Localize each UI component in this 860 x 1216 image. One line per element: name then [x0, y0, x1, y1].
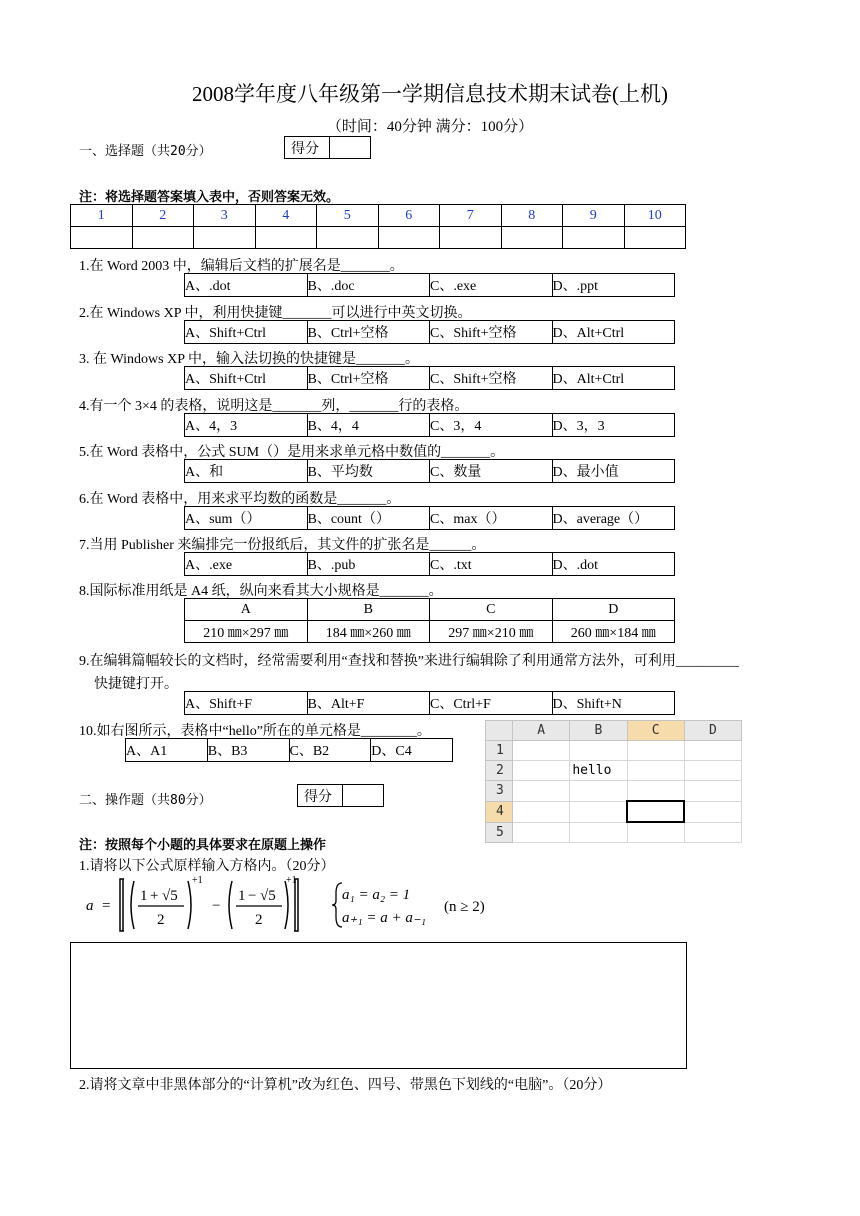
cell [627, 822, 684, 843]
formula-figure [84, 873, 494, 937]
answer-cell[interactable] [440, 227, 502, 249]
question-9: 9.在编辑篇幅较长的文档时，经常需要利用“查找和替换”来进行编辑除了利用通常方法外，可利用_________ [79, 654, 739, 669]
option[interactable]: C、数量 [430, 460, 553, 483]
active-cell [627, 801, 684, 822]
answer-cell[interactable] [563, 227, 625, 249]
answer-cell[interactable] [194, 227, 256, 249]
section1-note: 注：将选择题答案填入表中，否则答案无效。 [79, 190, 340, 205]
question-1-options [184, 273, 675, 297]
option[interactable]: A、A1 [126, 739, 208, 762]
formula-num-2: 1 [238, 888, 246, 904]
column-header: A [513, 721, 570, 741]
option[interactable]: B、4，4 [307, 414, 430, 437]
row-header: 4 [486, 801, 513, 822]
section2-score-box [297, 784, 384, 807]
formula-exp-2: +1 [286, 875, 297, 886]
column-header: C [627, 721, 684, 741]
row-header: 3 [486, 781, 513, 802]
question-8: 8.国际标准用纸是 A4 纸，纵向来看其大小规格是_______。 [79, 584, 443, 599]
task-2: 2.请将文章中非黑体部分的“计算机”改为红色、四号、带黑色下划线的“电脑”。（20分） [79, 1078, 612, 1093]
option[interactable]: D、3，3 [552, 414, 675, 437]
option[interactable]: D、最小值 [552, 460, 675, 483]
option[interactable]: B、Ctrl+空格 [307, 321, 430, 344]
option[interactable]: C、Ctrl+F [430, 692, 553, 715]
formula-cond-range: (n ≥ 2) [444, 899, 485, 915]
cell [627, 761, 684, 781]
question-7: 7.当用 Publisher 来编排完一份报纸后，其文件的扩张名是______。 [79, 538, 486, 553]
cell [684, 761, 741, 781]
answer-cell[interactable] [132, 227, 194, 249]
option[interactable]: A、和 [185, 460, 308, 483]
cell [684, 801, 741, 822]
option[interactable]: B、平均数 [307, 460, 430, 483]
answer-number: 5 [317, 205, 379, 227]
answer-cell[interactable] [317, 227, 379, 249]
answer-table [70, 204, 686, 249]
option-header: A [185, 599, 308, 621]
option[interactable]: A、Shift+Ctrl [185, 321, 308, 344]
row-header: 5 [486, 822, 513, 843]
option-header: C [430, 599, 553, 621]
spreadsheet-figure [485, 720, 742, 843]
option[interactable]: B、count（） [307, 507, 430, 530]
question-6: 6.在 Word 表格中，用来求平均数的函数是_______。 [79, 492, 401, 507]
formula-minus: − [212, 898, 221, 914]
option[interactable]: A、.exe [185, 553, 308, 576]
option[interactable]: D、.ppt [552, 274, 675, 297]
cell [513, 822, 570, 843]
cell [627, 741, 684, 761]
answer-number: 7 [440, 205, 502, 227]
cell [684, 822, 741, 843]
cell [684, 741, 741, 761]
cell-hello: hello [570, 761, 627, 781]
answer-cell[interactable] [71, 227, 133, 249]
question-1: 1.在 Word 2003 中，编辑后文档的扩展名是_______。 [79, 259, 404, 274]
task-1: 1.请将以下公式原样输入方格内。（20分） [79, 859, 335, 874]
formula-lhs: a [86, 898, 94, 914]
option[interactable]: A、4，3 [185, 414, 308, 437]
corner-cell [486, 721, 513, 741]
formula-exp-1: +1 [192, 875, 203, 886]
score-field[interactable] [330, 137, 371, 159]
score-label: 得分 [298, 785, 343, 807]
option[interactable]: B、Ctrl+空格 [307, 367, 430, 390]
row-header: 1 [486, 741, 513, 761]
option[interactable]: C、B2 [289, 739, 371, 762]
option[interactable]: B、Alt+F [307, 692, 430, 715]
answer-number: 3 [194, 205, 256, 227]
question-10: 10.如右图所示，表格中“hello”所在的单元格是________。 [79, 724, 431, 739]
cell [570, 781, 627, 802]
formula-cond-2: a₊₁ = a + a₋₁ [342, 910, 427, 926]
answer-input-row [71, 227, 686, 249]
option[interactable]: C、Shift+空格 [430, 321, 553, 344]
question-9-continued: 快捷键打开。 [94, 677, 178, 692]
cell [513, 761, 570, 781]
answer-cell[interactable] [378, 227, 440, 249]
page-title: 2008学年度八年级第一学期信息技术期末试卷(上机) [192, 82, 668, 106]
option[interactable]: B、B3 [207, 739, 289, 762]
option-header: D [552, 599, 675, 621]
answer-cell[interactable] [624, 227, 686, 249]
option[interactable]: D、Alt+Ctrl [552, 321, 675, 344]
option[interactable]: C、3，4 [430, 414, 553, 437]
cell [570, 741, 627, 761]
cell [570, 822, 627, 843]
option[interactable]: C、max（） [430, 507, 553, 530]
question-2-options [184, 320, 675, 344]
option[interactable]: A、.dot [185, 274, 308, 297]
cell [570, 801, 627, 822]
cell [513, 801, 570, 822]
option[interactable]: A、Shift+Ctrl [185, 367, 308, 390]
answer-cell[interactable] [501, 227, 563, 249]
cell [627, 781, 684, 802]
option[interactable]: 297 ㎜×210 ㎜ [430, 621, 553, 643]
column-header: D [684, 721, 741, 741]
question-6-options [184, 506, 675, 530]
answer-cell[interactable] [255, 227, 317, 249]
page-subtitle: （时间：40分钟 满分：100分） [326, 119, 534, 135]
question-5: 5.在 Word 表格中，公式 SUM（）是用来求单元格中数值的_______。 [79, 445, 505, 460]
option[interactable]: D、Alt+Ctrl [552, 367, 675, 390]
option-header: B [307, 599, 430, 621]
question-5-options [184, 459, 675, 483]
option[interactable]: A、sum（） [185, 507, 308, 530]
section2-heading: 二、操作题（共80分） [79, 793, 212, 808]
formula-plus: + [150, 888, 159, 904]
answer-number: 2 [132, 205, 194, 227]
question-8-options [184, 598, 675, 643]
score-label: 得分 [285, 137, 330, 159]
option[interactable]: D、C4 [371, 739, 453, 762]
formula-sqrt-2: √5 [260, 888, 276, 904]
option[interactable]: D、Shift+N [552, 692, 675, 715]
option[interactable]: C、.txt [430, 553, 553, 576]
question-4-options [184, 413, 675, 437]
option[interactable]: B、.doc [307, 274, 430, 297]
cell [513, 781, 570, 802]
formula-sqrt-1: √5 [162, 888, 178, 904]
answer-number: 1 [71, 205, 133, 227]
formula-den-2: 2 [255, 912, 263, 928]
svg-text:=: = [102, 898, 111, 914]
option[interactable]: 210 ㎜×297 ㎜ [185, 621, 308, 643]
answer-number: 6 [378, 205, 440, 227]
formula-num-1: 1 [140, 888, 148, 904]
section1-score-box [284, 136, 371, 159]
cell [684, 781, 741, 802]
question-10-options [125, 738, 453, 762]
column-header: B [570, 721, 627, 741]
answer-number: 8 [501, 205, 563, 227]
option[interactable]: D、average（） [552, 507, 675, 530]
option[interactable]: C、.exe [430, 274, 553, 297]
formula-answer-box[interactable] [70, 942, 687, 1069]
option[interactable]: D、.dot [552, 553, 675, 576]
option[interactable]: 184 ㎜×260 ㎜ [307, 621, 430, 643]
question-4: 4.有一个 3×4 的表格，说明这是_______列，_______行的表格。 [79, 399, 469, 414]
section1-heading: 一、选择题（共20分） [79, 144, 212, 159]
option[interactable]: B、.pub [307, 553, 430, 576]
score-field[interactable] [343, 785, 384, 807]
row-header: 2 [486, 761, 513, 781]
section2-note: 注：按照每个小题的具体要求在原题上操作 [79, 838, 327, 853]
question-7-options [184, 552, 675, 576]
formula-minus-2: − [248, 888, 257, 904]
option[interactable]: A、Shift+F [185, 692, 308, 715]
answer-number: 4 [255, 205, 317, 227]
formula-den-1: 2 [157, 912, 165, 928]
question-3-options [184, 366, 675, 390]
question-3: 3. 在 Windows XP 中，输入法切换的快捷键是_______。 [79, 352, 419, 367]
formula-cond-1: a₁ = a₂ = 1 [342, 887, 411, 903]
question-9-options [184, 691, 675, 715]
answer-number: 9 [563, 205, 625, 227]
option[interactable]: C、Shift+空格 [430, 367, 553, 390]
answer-number: 10 [624, 205, 686, 227]
option[interactable]: 260 ㎜×184 ㎜ [552, 621, 675, 643]
cell [513, 741, 570, 761]
question-2: 2.在 Windows XP 中，利用快捷键_______可以进行中英文切换。 [79, 306, 472, 321]
answer-number-row [71, 205, 686, 227]
